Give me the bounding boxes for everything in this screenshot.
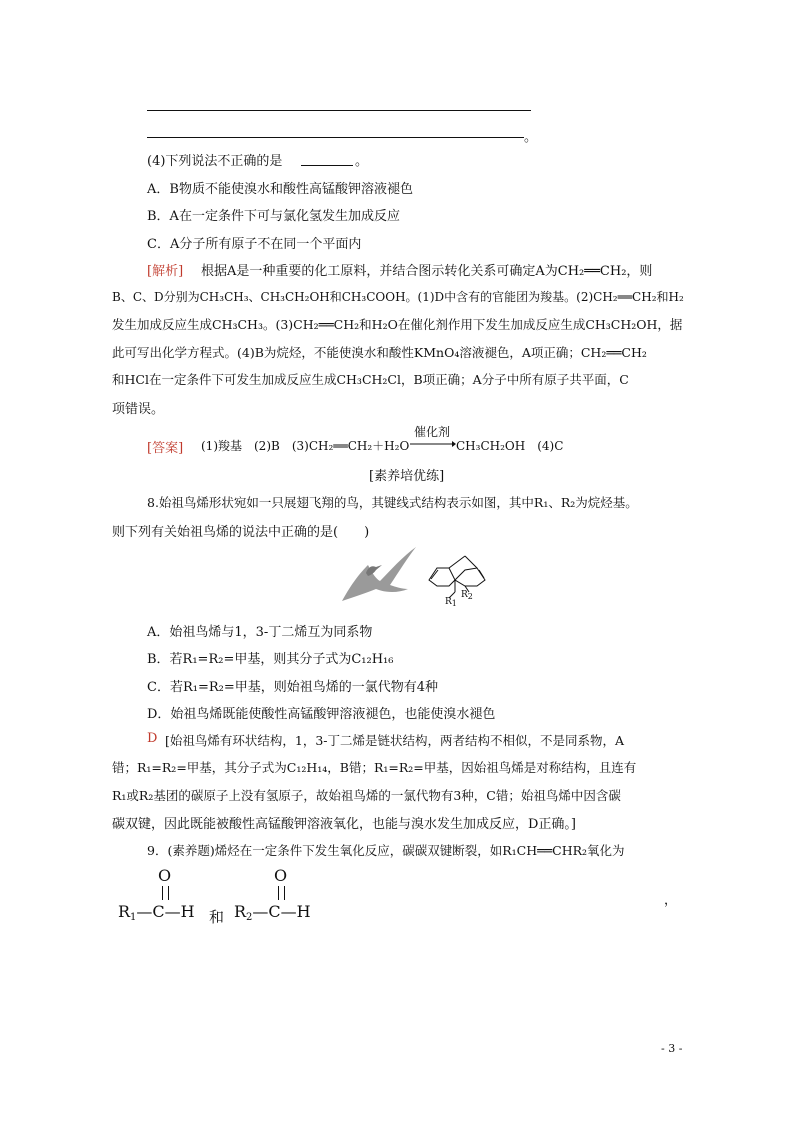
aldehyde-2: R2—C—H: [234, 902, 311, 923]
q8-option-a: A．始祖鸟烯与1，3-丁二烯互为同系物: [147, 625, 373, 640]
q9-line-1: 9．(素养题)烯烃在一定条件下发生氧化反应，碳碳双键断裂，如R₁CH══CHR₂氧化为: [147, 843, 625, 858]
q9-comma: ，: [664, 893, 678, 908]
analysis-line-5: 和HCl在一定条件下可发生加成反应生成CH₃CH₂Cl，B项正确；A分子中所有原子共平面，C: [112, 372, 629, 387]
q8-line-1: 8.始祖鸟烯形状宛如一只展翅飞翔的鸟，其键线式结构表示如图，其中R₁、R₂为烷烃基。: [147, 495, 638, 510]
answer-tag: [答案]: [147, 441, 184, 456]
q8-option-d: D．始祖鸟烯既能使酸性高锰酸钾溶液褪色，也能使溴水褪色: [147, 707, 496, 722]
analysis-line-3: 发生加成反应生成CH₃CH₃。(3)CH₂══CH₂和H₂O在催化剂作用下发生加成反应生成CH₃CH₂OH，据: [112, 317, 683, 332]
and-word: 和: [209, 908, 225, 926]
q8-analysis-line-4: 碳双键，因此既能被酸性高锰酸钾溶液氧化，也能与溴水发生加成反应，D正确。]: [112, 817, 576, 832]
catalyst-label: 催化剂: [414, 425, 451, 439]
q4-blank: [301, 165, 353, 166]
q4-prompt: (4)下列说法不正确的是: [147, 154, 283, 169]
aldehyde-2-double-bond: [278, 886, 285, 900]
answer-line-2: [147, 137, 524, 138]
analysis-line-2: B、C、D分别为CH₃CH₃、CH₃CH₂OH和CH₃COOH。(1)D中含有的官能团为羧基。(2)CH₂══CH₂和H₂: [112, 290, 684, 304]
q4-blank-suffix: 。: [355, 154, 369, 169]
aldehyde-1-double-bond: [162, 886, 169, 900]
q8-analysis-line-2: 错；R₁=R₂=甲基，其分子式为C₁₂H₁₄，B错；R₁=R₂=甲基，因始祖鸟烯是对称结构，且连有: [112, 760, 637, 775]
analysis-line-6: 项错误。: [112, 402, 165, 417]
aldehyde-2-oxygen: O: [274, 866, 288, 885]
analysis-line-4: 此可写出化学方程式。(4)B为烷烃，不能使溴水和酸性KMnO₄溶液褪色，A项正确；CH₂══CH₂: [112, 345, 647, 360]
page-number: - 3 -: [661, 1042, 683, 1055]
aldehyde-1-oxygen: O: [158, 866, 172, 885]
answer-line-period: 。: [524, 130, 538, 145]
q8-analysis-line-1: [始祖鸟烯有环状结构，1，3-丁二烯是链状结构，两者结构不相似，不是同系物，A: [165, 733, 625, 748]
q8-analysis-letter: D: [147, 731, 158, 746]
q8-analysis-line-3: R₁或R₂基团的碳原子上没有氢原子，故始祖鸟烯的一氯代物有3种，C错；始祖鸟烯中因含碳: [112, 788, 621, 803]
molecule-structure: [425, 546, 495, 606]
r1-label: R1: [445, 597, 457, 608]
q8-line-2: 则下列有关始祖鸟烯的说法中正确的是( ): [112, 525, 370, 540]
q4-option-c: C．A分子所有原子不在同一个平面内: [147, 237, 362, 252]
analysis-line-1: 根据A是一种重要的化工原料，并结合图示转化关系可确定A为CH₂══CH₂，则: [201, 264, 653, 279]
section-title: [素养培优练]: [369, 469, 445, 484]
answer-part1: (1)羧基 (2)B (3)CH₂══CH₂＋H₂O: [201, 439, 410, 453]
q4-option-b: B．A在一定条件下可与氯化氢发生加成反应: [147, 209, 400, 224]
bird-illustration: [338, 543, 420, 605]
answer-part2: CH₃CH₂OH (4)C: [456, 439, 564, 453]
q8-option-b: B．若R₁=R₂=甲基，则其分子式为C₁₂H₁₆: [147, 652, 394, 667]
r2-label: R2: [461, 590, 473, 601]
answer-line-1: [147, 110, 531, 111]
aldehyde-1: R1—C—H: [118, 902, 195, 923]
q8-option-c: C．若R₁=R₂=甲基，则始祖鸟烯的一氯代物有4种: [147, 680, 439, 695]
reaction-arrow-icon: [410, 440, 456, 448]
q4-option-a: A．B物质不能使溴水和酸性高锰酸钾溶液褪色: [147, 182, 413, 197]
analysis-tag: [解析]: [147, 264, 184, 279]
